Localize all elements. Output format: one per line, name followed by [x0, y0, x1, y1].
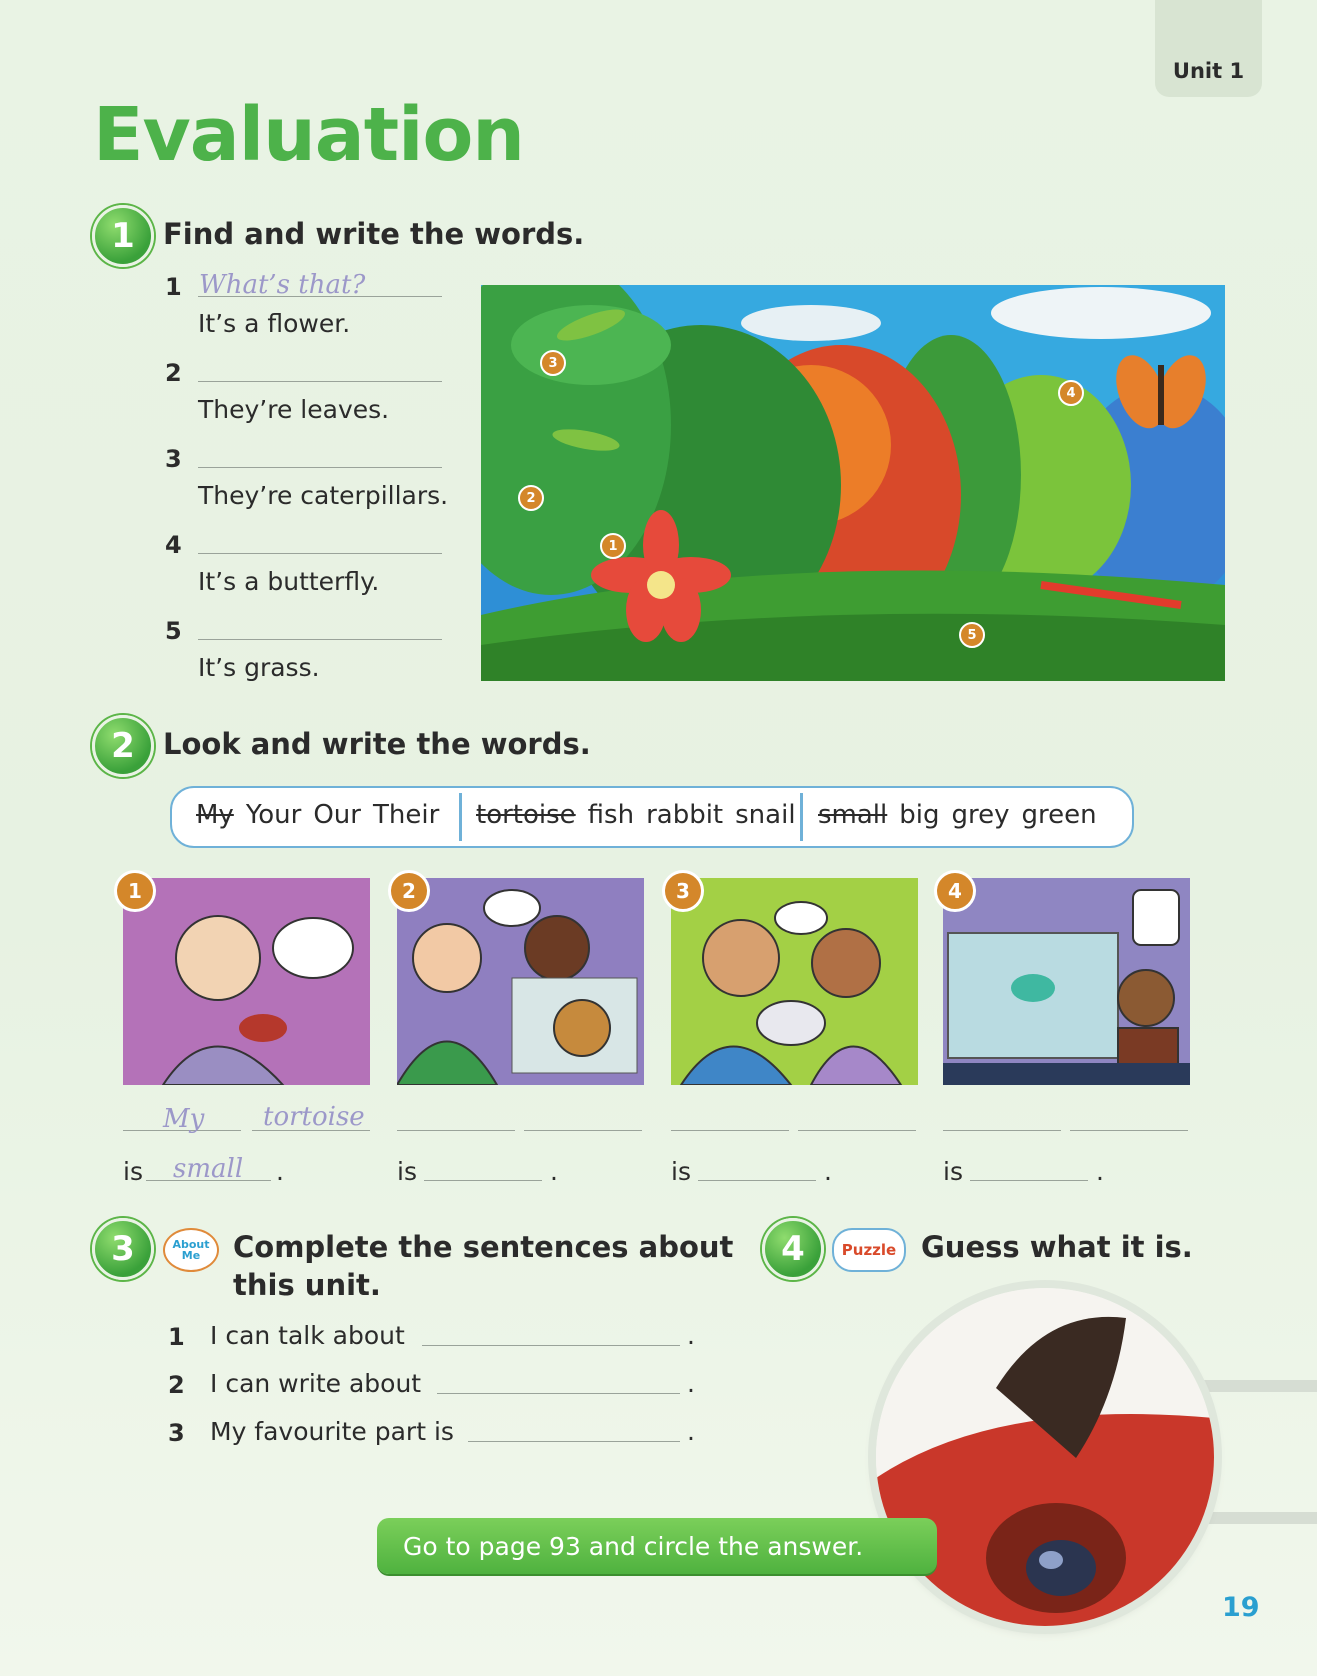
word: small	[818, 800, 888, 830]
exercise-2-number: 2	[92, 715, 154, 777]
question-text: It’s a butterfly.	[198, 567, 380, 596]
picture-2	[397, 878, 644, 1085]
is-label: is	[397, 1157, 417, 1186]
word-divider	[800, 793, 803, 841]
answer-text: small	[173, 1154, 244, 1184]
picture-3-art	[671, 878, 918, 1085]
question-number: 4	[165, 531, 182, 559]
question-number: 2	[165, 359, 182, 387]
word: grey	[951, 800, 1010, 830]
exercise-3-heading-line2: this unit.	[233, 1268, 381, 1302]
word-group-adjectives	[818, 800, 1109, 830]
word: fish	[587, 800, 635, 830]
picture-4	[943, 878, 1190, 1085]
answer-line[interactable]	[397, 1130, 515, 1131]
puzzle-icon: Puzzle	[832, 1228, 906, 1272]
answer-line[interactable]	[798, 1130, 916, 1131]
period: .	[1096, 1157, 1104, 1186]
answer-line[interactable]	[970, 1180, 1088, 1181]
period: .	[687, 1369, 695, 1398]
answer-line[interactable]	[943, 1130, 1061, 1131]
is-label: is	[123, 1157, 143, 1186]
scene-marker-4: 4	[1058, 380, 1084, 406]
period: .	[276, 1157, 284, 1186]
word: snail	[735, 800, 796, 830]
word: green	[1021, 800, 1097, 830]
scene-art	[481, 285, 1225, 681]
picture-marker-4: 4	[934, 870, 976, 912]
page-title: Evaluation	[93, 92, 524, 178]
word-box	[170, 786, 1134, 848]
scene-marker-1: 1	[600, 533, 626, 559]
answer-line[interactable]	[671, 1130, 789, 1131]
answer-line[interactable]	[698, 1180, 816, 1181]
picture-marker-3: 3	[662, 870, 704, 912]
period: .	[550, 1157, 558, 1186]
word: My	[196, 800, 234, 830]
question-text: They’re leaves.	[198, 395, 390, 424]
sentence-text: My favourite part is	[210, 1417, 454, 1446]
picture-1-art	[123, 878, 370, 1085]
question-number: 1	[165, 273, 182, 301]
word: Their	[372, 800, 440, 830]
period: .	[824, 1157, 832, 1186]
word: Your	[245, 800, 302, 830]
page-number: 19	[1222, 1592, 1260, 1623]
word-group-possessives	[196, 800, 451, 830]
question-number: 5	[165, 617, 182, 645]
about-me-icon: About Me	[163, 1228, 219, 1272]
word: tortoise	[476, 800, 576, 830]
picture-marker-2: 2	[388, 870, 430, 912]
unit-tab	[1155, 0, 1262, 97]
puzzle-magnifier	[876, 1288, 1214, 1626]
exercise-3-number: 3	[92, 1218, 154, 1280]
answer-line[interactable]	[1070, 1130, 1188, 1131]
answer-text: What’s that?	[199, 270, 366, 300]
is-label: is	[943, 1157, 963, 1186]
answer-line[interactable]	[198, 639, 442, 640]
question-text: It’s a flower.	[198, 309, 351, 338]
exercise-4-heading: Guess what it is.	[921, 1230, 1193, 1264]
answer-line[interactable]	[198, 381, 442, 382]
picture-2-art	[397, 878, 644, 1085]
nature-scene-illustration	[481, 285, 1225, 681]
puzzle-image	[876, 1288, 1214, 1626]
period: .	[687, 1321, 695, 1350]
question-text: They’re caterpillars.	[198, 481, 449, 510]
answer-text: My	[163, 1104, 205, 1134]
answer-line[interactable]	[424, 1180, 542, 1181]
answer-line[interactable]	[198, 467, 442, 468]
go-to-page-banner: Go to page 93 and circle the answer.	[377, 1518, 937, 1574]
is-label: is	[671, 1157, 691, 1186]
sentence-text: I can talk about	[210, 1321, 405, 1350]
word-divider	[459, 793, 462, 841]
question-number: 3	[165, 445, 182, 473]
answer-line[interactable]	[422, 1345, 680, 1346]
sentence-number: 1	[168, 1323, 185, 1351]
period: .	[687, 1417, 695, 1446]
word: rabbit	[646, 800, 724, 830]
answer-text: tortoise	[263, 1102, 365, 1132]
picture-4-art	[943, 878, 1190, 1085]
question-text: It’s grass.	[198, 653, 320, 682]
scene-marker-3: 3	[540, 350, 566, 376]
exercise-1-number: 1	[92, 205, 154, 267]
exercise-3-heading-line1: Complete the sentences about	[233, 1230, 734, 1264]
answer-line[interactable]	[437, 1393, 680, 1394]
sentence-number: 2	[168, 1371, 185, 1399]
sentence-number: 3	[168, 1419, 185, 1447]
unit-label: Unit 1	[1172, 59, 1245, 83]
exercise-2-heading: Look and write the words.	[163, 727, 591, 761]
word: big	[899, 800, 940, 830]
picture-3	[671, 878, 918, 1085]
exercise-4-number: 4	[762, 1218, 824, 1280]
answer-line[interactable]	[468, 1441, 680, 1442]
sentence-text: I can write about	[210, 1369, 422, 1398]
answer-line[interactable]	[198, 553, 442, 554]
exercise-1-heading: Find and write the words.	[163, 217, 585, 251]
word: Our	[313, 800, 361, 830]
scene-marker-5: 5	[959, 622, 985, 648]
scene-marker-2: 2	[518, 485, 544, 511]
picture-marker-1: 1	[114, 870, 156, 912]
picture-1	[123, 878, 370, 1085]
word-group-animals	[476, 800, 808, 830]
answer-line[interactable]	[524, 1130, 642, 1131]
